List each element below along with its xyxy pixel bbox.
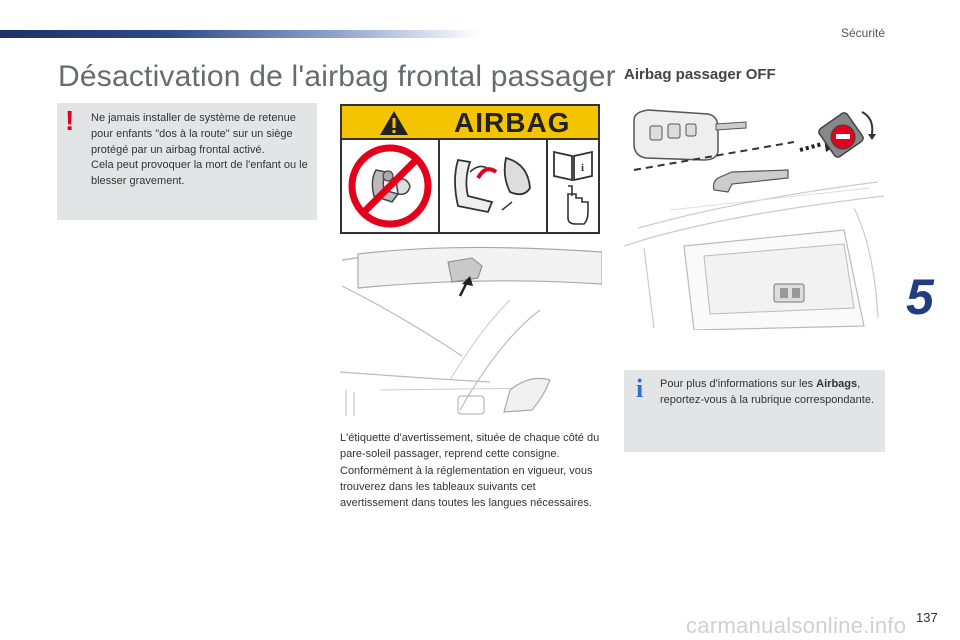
airbag-deploy-pictogram (440, 140, 548, 234)
header-gradient-bar (0, 30, 480, 38)
read-manual-pictogram (548, 140, 600, 234)
warning-exclamation-icon: ! (65, 105, 75, 136)
airbag-label-word: AIRBAG (454, 107, 571, 138)
section-subtitle: Airbag passager OFF (624, 66, 776, 83)
warning-triangle-icon (378, 109, 410, 137)
page-number: 137 (916, 610, 938, 625)
info-text (660, 376, 875, 408)
caption-line-1: L'étiquette d'avertissement, située de chaque côté du pare-soleil passager, reprend cette consigne. (340, 432, 600, 461)
warning-box (57, 103, 317, 220)
caption-line-2: Conformément à la réglementation en vigueur, vous trouverez dans les tableaux suivants cet avertissement dans toutes les langues nécessaires. (340, 464, 593, 510)
key-switch-illustration (624, 98, 886, 330)
warning-line-1: Ne jamais installer de système de retenue pour enfants "dos à la route" sur un siège protégé par un airbag frontal activé. (91, 112, 296, 156)
chapter-number: 5 (906, 269, 934, 325)
info-text-before: Pour plus d'informations sur les (660, 378, 817, 390)
svg-text:i: i (581, 162, 585, 174)
page-title: Désactivation de l'airbag frontal passager (58, 60, 616, 93)
airbag-warning-label (340, 104, 600, 234)
watermark: carmanualsonline.info (686, 613, 907, 638)
section-label: Sécurité (840, 26, 885, 40)
info-box (624, 370, 885, 452)
info-text-after: , reportez-vous à la rubrique correspondante. (660, 378, 875, 406)
label-header (342, 106, 598, 140)
info-icon: i (636, 374, 644, 403)
sun-visor-illustration (340, 240, 602, 418)
sun-visor-caption (340, 430, 600, 511)
info-text-airbags-link: Airbags (816, 378, 858, 390)
warning-text (91, 111, 311, 190)
warning-line-2: Cela peut provoquer la mort de l'enfant ou le blesser gravement. (91, 159, 308, 188)
no-rear-facing-seat-pictogram (342, 140, 440, 234)
